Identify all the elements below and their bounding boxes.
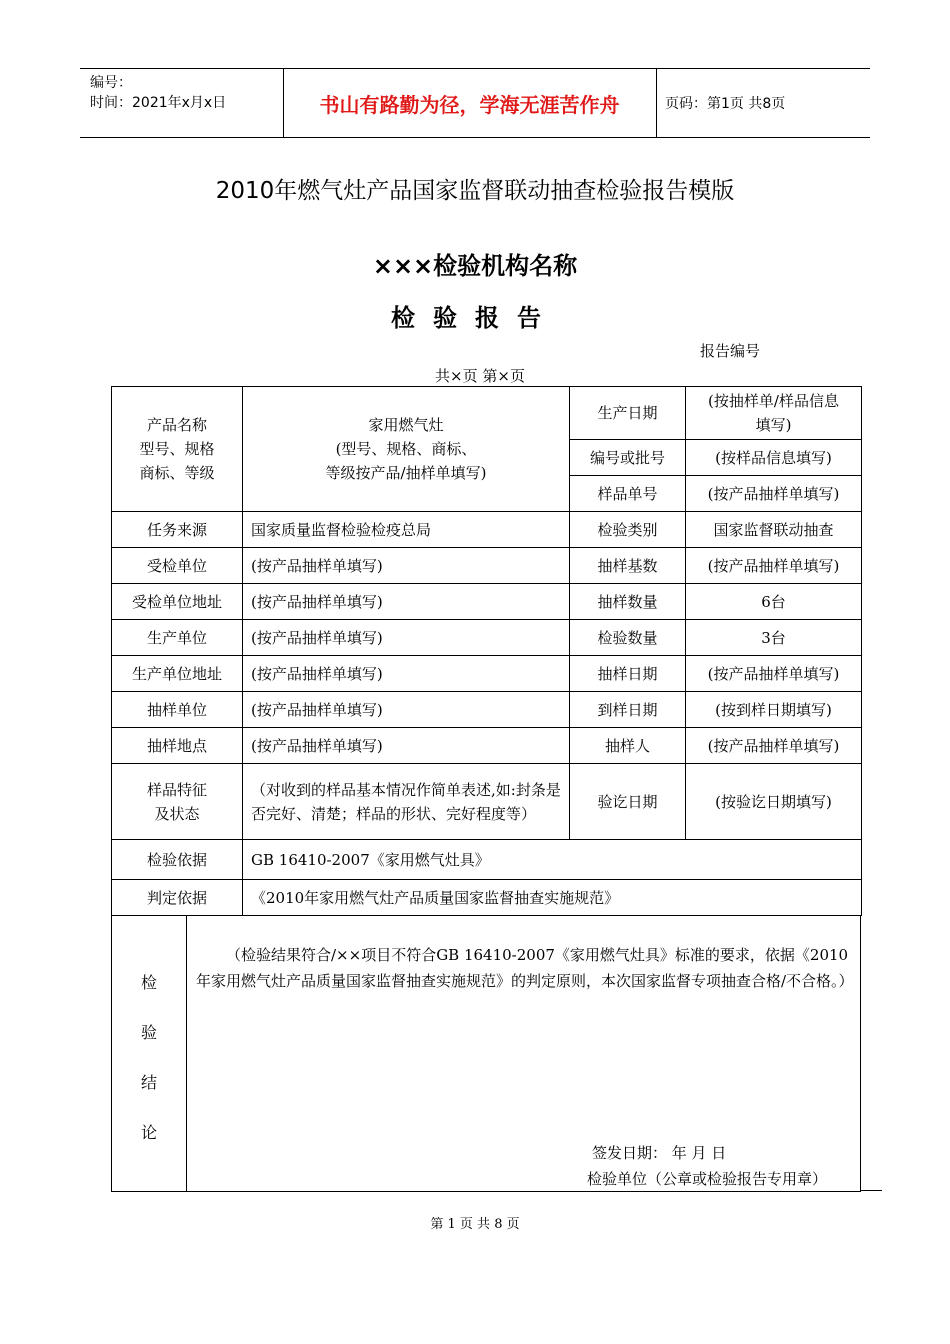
table-row xyxy=(112,692,862,728)
table-row xyxy=(112,728,862,764)
row-value: 6台 xyxy=(686,584,862,620)
feature-label xyxy=(112,764,243,840)
row-label: 到样日期 xyxy=(570,692,686,728)
row-value: (按产品抽样单填写) xyxy=(686,548,862,584)
feature-label-line: 及状态 xyxy=(154,804,200,823)
conclusion-label-char: 论 xyxy=(140,1123,157,1142)
page-footer: 第 1 页 共 8 页 xyxy=(430,1217,520,1232)
product-value-line: (型号、规格、商标、 xyxy=(335,440,477,458)
row-label: 受检单位 xyxy=(112,548,243,584)
table-row xyxy=(112,548,862,584)
row-value: (按产品抽样单填写) xyxy=(243,692,570,728)
prod-date-label: 生产日期 xyxy=(570,387,686,440)
row-label: 生产单位地址 xyxy=(112,656,243,692)
row-label: 抽样基数 xyxy=(570,548,686,584)
time-label: 时间：2021年x月x日 xyxy=(90,95,227,111)
table-row xyxy=(112,620,862,656)
sign-date: 签发日期： 年 月 日 xyxy=(592,1144,727,1162)
motto-text: 书山有路勤为径，学海无涯苦作舟 xyxy=(319,92,620,117)
row-label: 检验数量 xyxy=(570,620,686,656)
product-value-line: 等级按产品/抽样单填写) xyxy=(325,464,487,482)
row-label: 任务来源 xyxy=(112,512,243,548)
product-label-line: 型号、规格 xyxy=(139,440,215,458)
prod-date-line: 填写) xyxy=(755,416,792,434)
product-label-line: 商标、等级 xyxy=(139,464,215,482)
report-title: 检验报告 xyxy=(391,304,559,332)
row-value: (按产品抽样单填写) xyxy=(243,620,570,656)
conclusion-label-char: 结 xyxy=(140,1073,157,1092)
row-value: 国家质量监督检验检疫总局 xyxy=(243,512,570,548)
conclusion-label-char: 验 xyxy=(140,1023,157,1042)
row-value: (按产品抽样单填写) xyxy=(686,656,862,692)
report-table xyxy=(111,386,862,916)
basis-value: GB 16410-2007《家用燃气灶具》 xyxy=(243,840,862,880)
finish-date-value: (按验讫日期填写) xyxy=(686,764,862,840)
row-value: (按产品抽样单填写) xyxy=(243,656,570,692)
row-value: (按产品抽样单填写) xyxy=(686,728,862,764)
row-label: 抽样日期 xyxy=(570,656,686,692)
row-value: 国家监督联动抽查 xyxy=(686,512,862,548)
row-label: 抽样地点 xyxy=(112,728,243,764)
row-value: (按产品抽样单填写) xyxy=(243,728,570,764)
product-value-line: 家用燃气灶 xyxy=(368,416,444,434)
row-label: 抽样数量 xyxy=(570,584,686,620)
row-value: 3台 xyxy=(686,620,862,656)
conclusion-section xyxy=(111,916,861,1192)
judge-label: 判定依据 xyxy=(112,880,243,916)
row-value: (按产品抽样单填写) xyxy=(243,584,570,620)
sample-no-label: 样品单号 xyxy=(570,476,686,512)
batch-value: (按样品信息填写) xyxy=(686,440,862,476)
code-label: 编号： xyxy=(90,75,132,91)
product-label-cell xyxy=(112,387,243,512)
basis-label: 检验依据 xyxy=(112,840,243,880)
row-label: 抽样人 xyxy=(570,728,686,764)
header-page-info: 页码：第1页 共8页 xyxy=(665,96,786,112)
table-row xyxy=(112,512,862,548)
row-label: 受检单位地址 xyxy=(112,584,243,620)
feature-label-line: 样品特征 xyxy=(146,780,207,799)
sample-no-value: (按产品抽样单填写) xyxy=(686,476,862,512)
batch-label: 编号或批号 xyxy=(570,440,686,476)
header-meta xyxy=(90,73,226,113)
table-row xyxy=(112,584,862,620)
row-label: 生产单位 xyxy=(112,620,243,656)
pages-line: 共×页 第×页 xyxy=(435,367,525,385)
conclusion-label-char: 检 xyxy=(140,973,157,992)
row-value: (按产品抽样单填写) xyxy=(243,548,570,584)
row-label: 抽样单位 xyxy=(112,692,243,728)
row-label: 检验类别 xyxy=(570,512,686,548)
org-name: ×××检验机构名称 xyxy=(372,252,578,280)
judge-value: 《2010年家用燃气灶产品质量国家监督抽查实施规范》 xyxy=(243,880,862,916)
document-header xyxy=(80,68,870,138)
product-value-cell xyxy=(243,387,570,512)
divider xyxy=(861,1190,882,1191)
product-label-line: 产品名称 xyxy=(146,416,207,434)
prod-date-value xyxy=(686,387,862,440)
document-title: 2010年燃气灶产品国家监督联动抽查检验报告模版 xyxy=(215,178,735,204)
row-value: (按到样日期填写) xyxy=(686,692,862,728)
finish-date-label: 验讫日期 xyxy=(570,764,686,840)
sign-unit: 检验单位（公章或检验报告专用章） xyxy=(587,1170,828,1188)
conclusion-text: （检验结果符合/××项目不符合GB 16410-2007《家用燃气灶具》标准的要求，依据《2010年家用燃气灶产品质量国家监督抽查实施规范》的判定原则，本次国家监督专项抽查合格/不合格。） xyxy=(196,946,854,990)
prod-date-line: (按抽样单/样品信息 xyxy=(708,392,839,410)
feature-value: （对收到的样品基本情况作简单表述,如:封条是否完好、清楚；样品的形状、完好程度等） xyxy=(243,764,570,840)
report-number-label: 报告编号 xyxy=(700,342,761,360)
table-row xyxy=(112,656,862,692)
